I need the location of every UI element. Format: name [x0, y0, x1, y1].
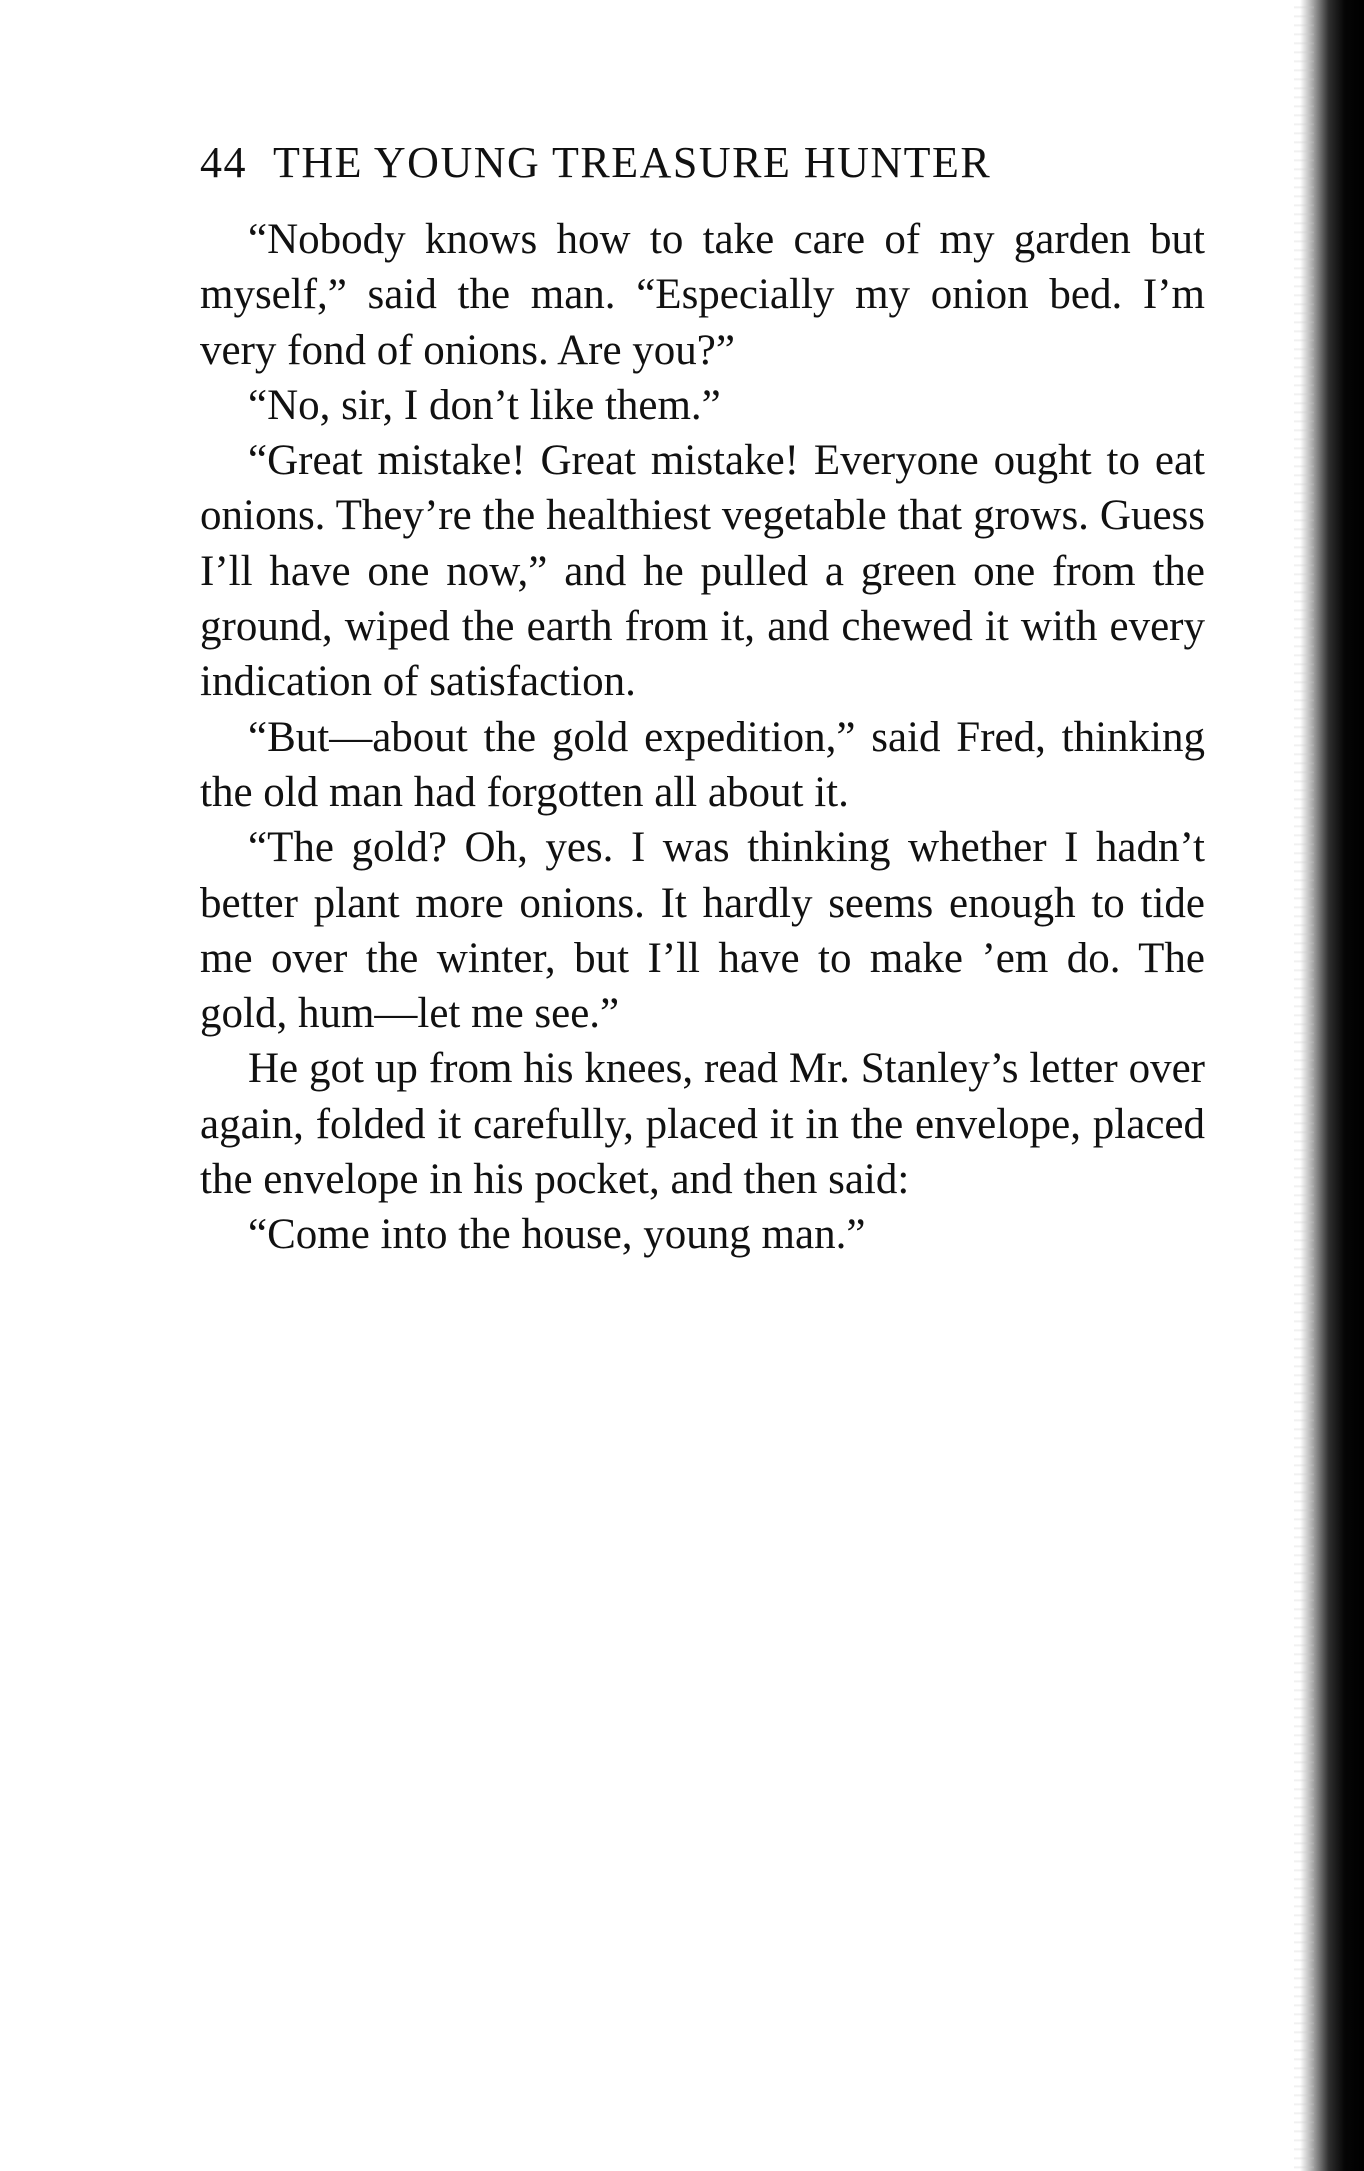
running-head-title: THE YOUNG TREASURE HUNTER [273, 138, 992, 187]
paragraph: “Nobody knows how to take care of my garden but myself,” said the man. “Especially my onion bed. I’m very fond of onions. Are you?” [200, 216, 1205, 374]
paragraph: “No, sir, I don’t like them.” [248, 381, 721, 429]
paragraph: “Great mistake! Great mistake! Everyone ought to eat onions. They’re the healthiest vegetable that grows. Guess I’ll have one now,” and he pulled a green one from the ground, wiped the earth from it, and chewed it with every indication of satisfaction. [200, 437, 1205, 706]
page-number: 44 [200, 138, 247, 187]
paragraph: “The gold? Oh, yes. I was thinking whether I hadn’t better plant more onions. It hardly seems enough to tide me over the winter, but I’ll have to make ’em do. The gold, hum—let me see.” [200, 824, 1205, 1038]
paragraph: He got up from his knees, read Mr. Stanley’s letter over again, folded it carefully, placed it in the envelope, placed the envelope in his pocket, and then said: [200, 1045, 1205, 1204]
page-edge-speckle [1294, 0, 1314, 2171]
paragraph: “Come into the house, young man.” [248, 1211, 866, 1259]
running-head [200, 138, 1110, 188]
paragraph: “But—about the gold expedition,” said Fred, thinking the old man had forgotten all about it. [200, 713, 1205, 816]
body-text [200, 212, 1205, 1263]
